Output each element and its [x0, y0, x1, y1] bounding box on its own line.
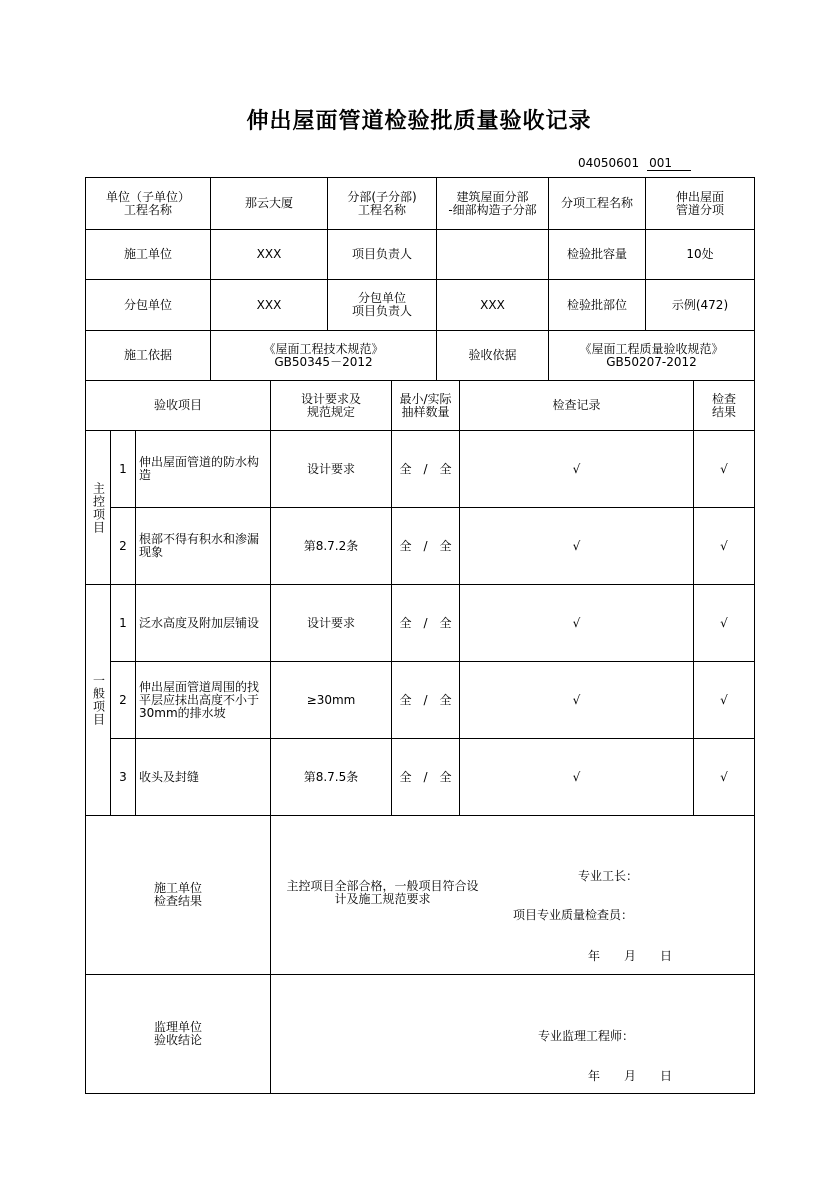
main-row-1-result: √ — [720, 461, 728, 476]
general-row-3-sample: 全 / 全 — [399, 769, 452, 784]
general-row-1-result: √ — [720, 615, 728, 630]
main-row-1-name: 伸出屋面管道的防水构造 — [139, 455, 260, 482]
main-row-1-sample: 全 / 全 — [399, 461, 452, 476]
col-record-header: 检查记录 — [552, 398, 601, 412]
item-project-value: 伸出屋面 管道分项 — [675, 189, 724, 217]
main-row-1-record: √ — [572, 461, 581, 476]
record-code — [578, 156, 691, 171]
main-row-2-no: 2 — [119, 538, 127, 553]
main-control-group — [86, 431, 110, 584]
col-design-header: 设计要求及 规范规定 — [300, 391, 361, 419]
general-row-2-sample: 全 / 全 — [399, 692, 452, 707]
construction-check-date: 年 月 日 — [588, 949, 673, 963]
general-row-3-name: 收头及封缝 — [139, 769, 200, 784]
subcontractor-label: 分包单位 — [123, 297, 172, 312]
code-prefix: 04050601 — [578, 156, 640, 170]
general-row-2-result: √ — [720, 692, 728, 707]
general-row-2-design: ≥30mm — [306, 692, 356, 707]
unit-name-label: 单位（子单位） 工程名称 — [105, 189, 190, 217]
general-group-label: 一般项目 — [91, 674, 106, 726]
builder-label: 施工单位 — [123, 247, 172, 261]
main-row-2-record: √ — [572, 538, 581, 553]
main-row-2-result: √ — [720, 538, 728, 553]
general-row-2-name: 伸出屋面管道周围的找平层应抹出高度不小于30mm的排水坡 — [139, 679, 260, 720]
main-row-1-design: 设计要求 — [306, 461, 355, 476]
general-row-3-no: 3 — [119, 769, 127, 784]
general-row-1-name: 泛水高度及附加层铺设 — [139, 615, 260, 630]
main-row-1-no: 1 — [119, 461, 127, 476]
col-item-header: 验收项目 — [153, 398, 202, 412]
sub-project-value: 建筑屋面分部 -细部构造子分部 — [448, 189, 537, 217]
quality-inspector-label: 项目专业质量检查员： — [513, 908, 634, 922]
capacity-value: 10处 — [686, 247, 714, 261]
accept-basis-label: 验收依据 — [468, 348, 517, 362]
general-row-2-record: √ — [572, 692, 581, 707]
basis-value: 《屋面工程技术规范》 GB50345－2012 — [263, 341, 384, 369]
sub-pm-label: 分包单位 项目负责人 — [351, 291, 412, 318]
general-row-1-record: √ — [572, 615, 581, 630]
main-row-2-name: 根部不得有积水和渗漏现象 — [139, 532, 260, 559]
general-row-2-no: 2 — [119, 692, 127, 707]
code-number: 001 — [647, 156, 691, 171]
general-row-3-record: √ — [572, 769, 581, 784]
part-value: 示例(472) — [671, 297, 729, 312]
accept-basis-value: 《屋面工程质量验收规范》 GB50207-2012 — [579, 341, 724, 369]
main-row-2-design: 第8.7.2条 — [303, 538, 359, 553]
construction-check-text: 主控项目全部合格，一般项目符合设 计及施工规范要求 — [286, 879, 479, 906]
general-row-1-no: 1 — [119, 615, 127, 630]
sub-pm-value: XXX — [480, 297, 505, 312]
general-row-1-sample: 全 / 全 — [399, 615, 452, 630]
supervising-engineer-label: 专业监理工程师： — [538, 1029, 635, 1043]
supervision-label: 监理单位 验收结论 — [153, 1020, 202, 1047]
page-title: 伸出屋面管道检验批质量验收记录 — [246, 108, 592, 134]
main-row-2-sample: 全 / 全 — [399, 538, 452, 553]
supervision-date: 年 月 日 — [588, 1069, 673, 1083]
capacity-label: 检验批容量 — [566, 247, 627, 261]
col-result-header: 检查 结果 — [711, 391, 736, 419]
foreman-label: 专业工长： — [578, 869, 639, 883]
subcontractor-value: XXX — [256, 297, 282, 312]
part-label: 检验批部位 — [566, 297, 627, 312]
basis-label: 施工依据 — [123, 348, 172, 362]
unit-name-value: 那云大厦 — [244, 196, 293, 210]
project-manager-value — [437, 230, 548, 279]
general-row-3-design: 第8.7.5条 — [303, 769, 359, 784]
construction-check-label: 施工单位 检查结果 — [153, 881, 202, 908]
sub-project-label: 分部(子分部) 工程名称 — [347, 189, 417, 217]
main-control-group-label: 主控项目 — [91, 481, 106, 534]
item-project-label: 分项工程名称 — [560, 196, 633, 210]
general-row-3-result: √ — [720, 769, 728, 784]
col-sample-header: 最小/实际 抽样数量 — [399, 391, 452, 419]
general-row-1-design: 设计要求 — [306, 615, 355, 630]
general-group — [86, 585, 110, 815]
project-manager-label: 项目负责人 — [351, 247, 412, 261]
builder-value: XXX — [256, 247, 282, 261]
